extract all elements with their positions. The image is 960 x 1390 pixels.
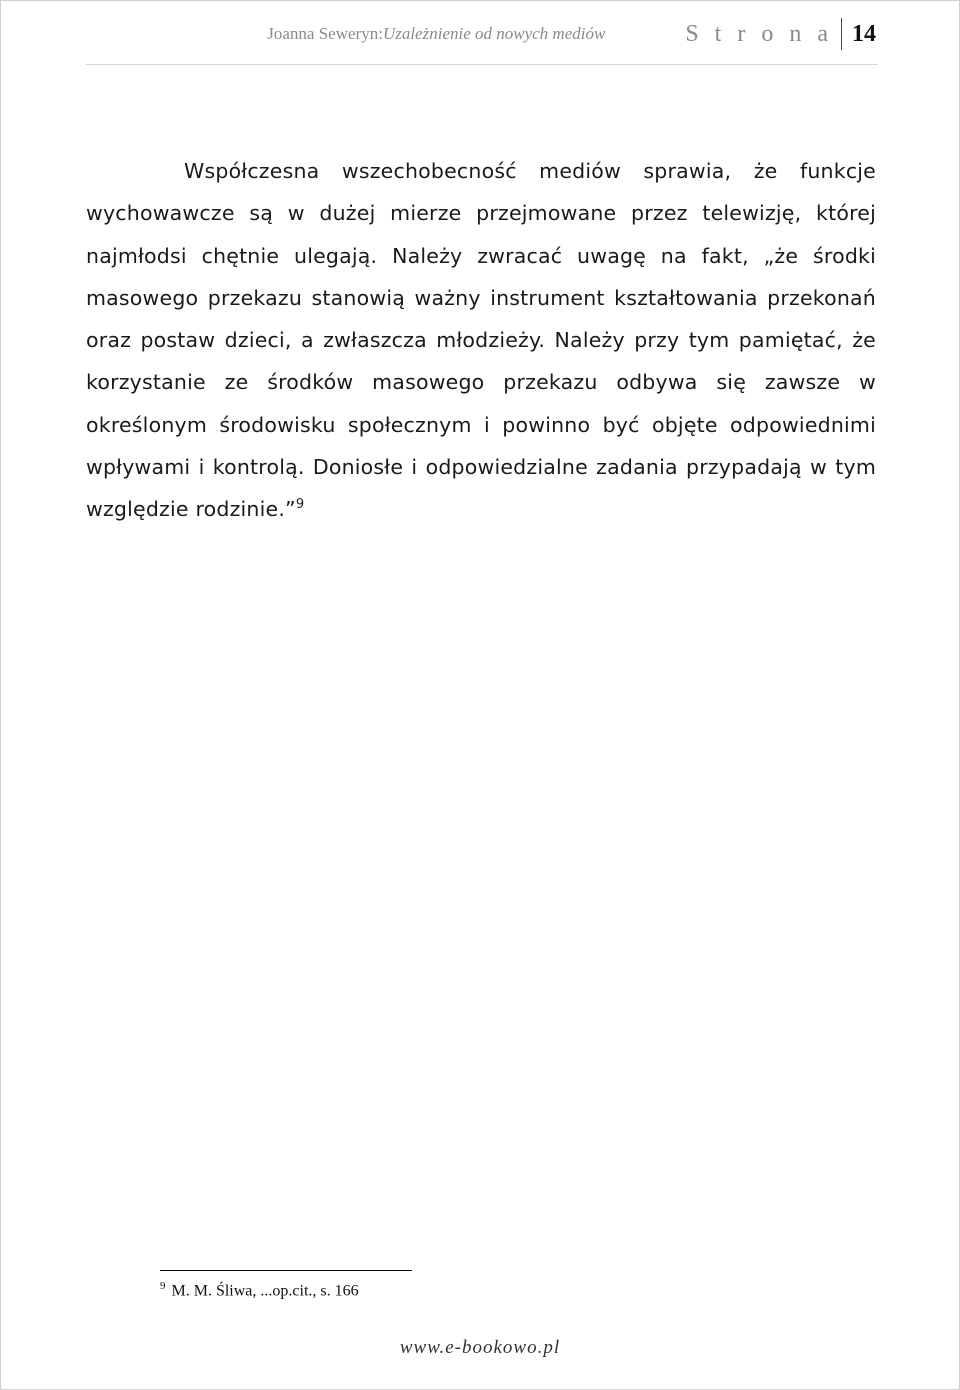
footnote-separator xyxy=(160,1270,412,1271)
header-author: Joanna Seweryn: xyxy=(267,24,383,43)
header-page-label: S t r o n a xyxy=(685,20,833,47)
running-header xyxy=(0,18,876,58)
footer-url[interactable]: www.e-bookowo.pl xyxy=(399,1337,561,1358)
footnote-reference[interactable]: 9 xyxy=(295,497,305,513)
footnote-number: 9 xyxy=(160,1280,166,1292)
header-book-title: Uzależnienie od nowych mediów xyxy=(382,24,606,43)
footnote-text: M. M. Śliwa, ...op.cit., s. 166 xyxy=(171,1282,359,1300)
page-number: 14 xyxy=(852,20,876,47)
paragraph-text: Współczesna wszechobecność mediów sprawia, że funkcje wychowawcze są w dużej mierze przejmowane przez telewizję, której najmłodsi chętnie ulegają. Należy zwracać uwagę na fakt, „że środki masowego przekazu stanowią ważny instrument kształtowania przekonań oraz postaw dzieci, a zwłaszcza młodzieży. Należy przy tym pamiętać, że korzystanie ze środków masowego przekazu odbywa się zawsze w określonym środowisku społecznym i powinno być objęte odpowiednimi wpływami i kontrolą. Doniosłe i odpowiedzialne zadania przypadają w tym względzie rodzinie.” xyxy=(86,159,876,522)
footnote xyxy=(160,1280,359,1300)
body-paragraph xyxy=(86,150,876,531)
header-rule xyxy=(86,64,878,65)
header-divider xyxy=(841,18,842,50)
